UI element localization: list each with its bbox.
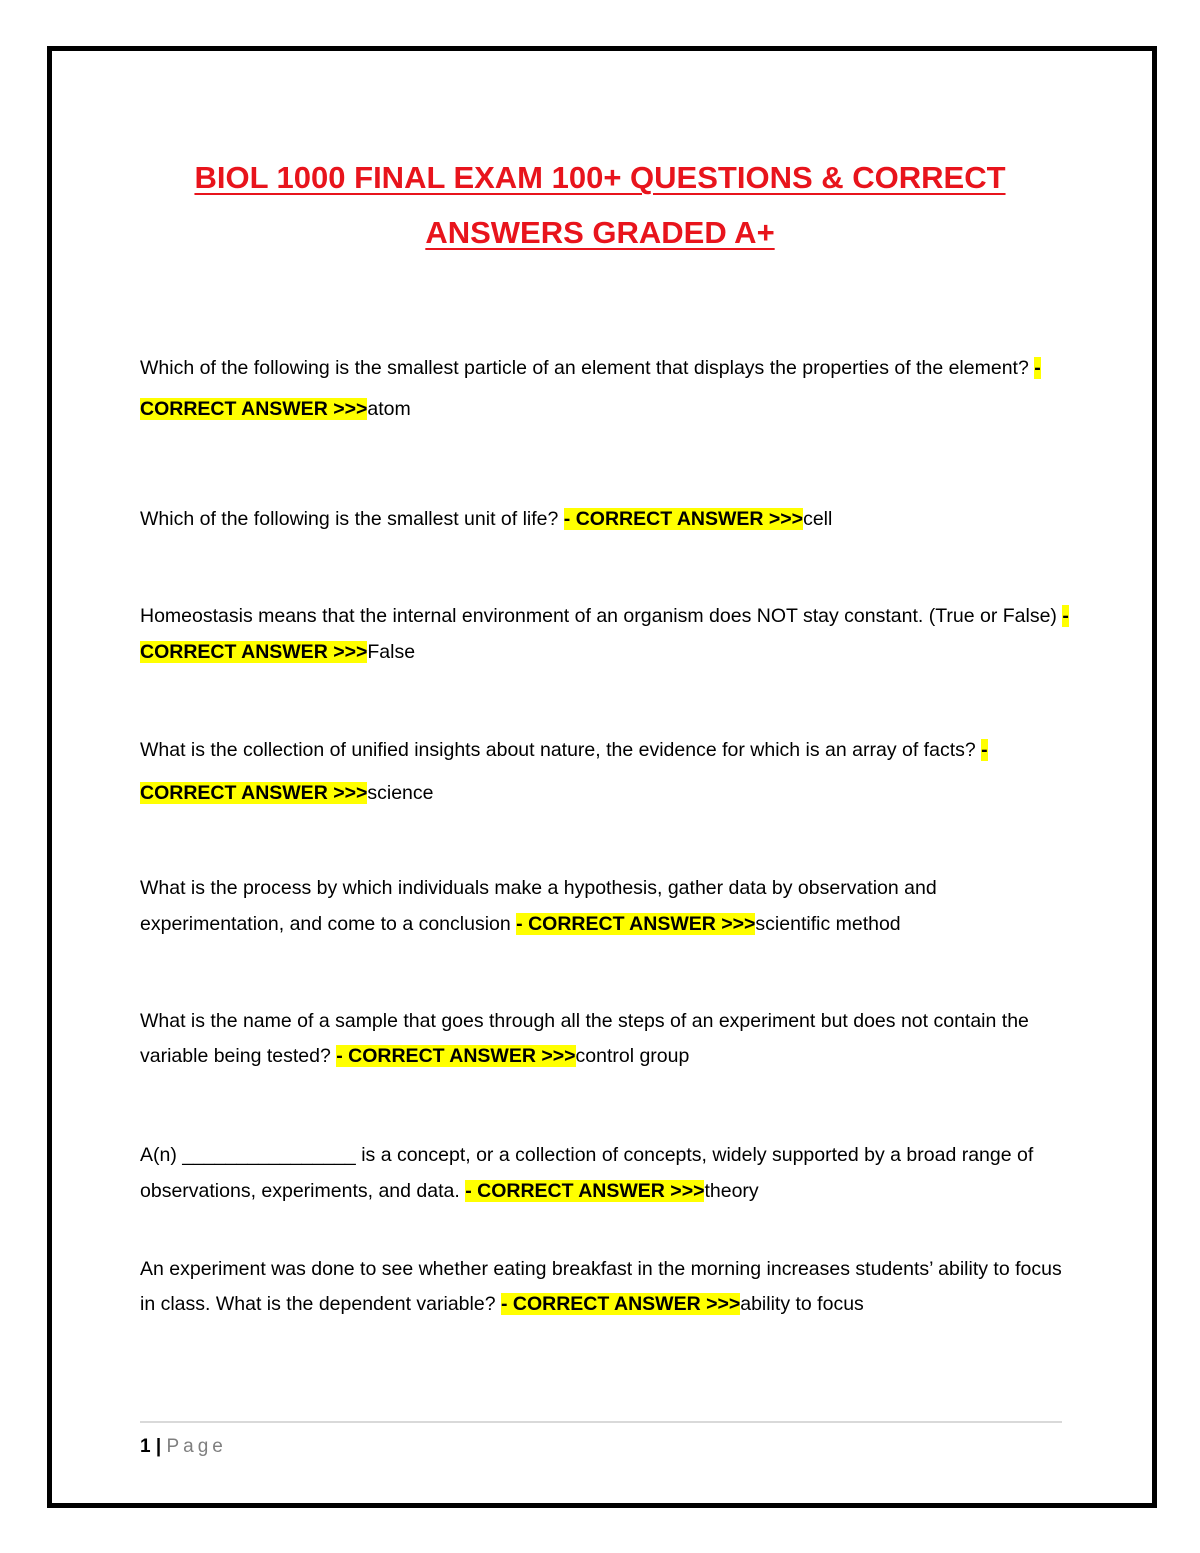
qa-item-3 bbox=[140, 598, 1070, 670]
qa-item-6 bbox=[140, 1004, 1070, 1074]
qa-item-4 bbox=[140, 729, 1070, 815]
answer-text: science bbox=[367, 782, 434, 804]
answer-text: scientific method bbox=[755, 913, 901, 935]
qa-item-7 bbox=[140, 1137, 1070, 1209]
question-text: What is the process by which individuals make a hypothesis, gather data by observation and experimentation, and come to a conclusion bbox=[140, 877, 937, 935]
question-text: What is the collection of unified insights about nature, the evidence for which is an array of facts? bbox=[140, 739, 976, 761]
answer-text: theory bbox=[704, 1180, 759, 1202]
qa-item-8 bbox=[140, 1252, 1070, 1322]
question-text: Which of the following is the smallest particle of an element that displays the properties of the element? bbox=[140, 357, 1029, 379]
qa-item-2 bbox=[140, 502, 1070, 536]
qa-item-5 bbox=[140, 870, 1070, 942]
page-number: 1 bbox=[140, 1436, 151, 1457]
correct-answer-marker: - CORRECT ANSWER >>> bbox=[140, 357, 1041, 420]
correct-answer-marker: - CORRECT ANSWER >>> bbox=[500, 1293, 741, 1315]
correct-answer-marker: - CORRECT ANSWER >>> bbox=[563, 508, 804, 530]
answer-text: atom bbox=[367, 398, 411, 420]
answer-text: cell bbox=[803, 508, 833, 530]
correct-answer-marker: - CORRECT ANSWER >>> bbox=[140, 605, 1069, 663]
footer-separator: | bbox=[155, 1436, 162, 1457]
answer-text: control group bbox=[575, 1045, 690, 1067]
qa-item-1 bbox=[140, 348, 1070, 430]
question-text: A(n) ________________ is a concept, or a collection of concepts, widely supported by a broad range of observations, experiments, and data. bbox=[140, 1144, 1034, 1202]
question-text: An experiment was done to see whether eating breakfast in the morning increases students’ ability to focus in class. What is the dependent variable? bbox=[140, 1258, 1062, 1315]
question-text: Homeostasis means that the internal environment of an organism does NOT stay constant. (True or False) bbox=[140, 605, 1057, 627]
answer-text: False bbox=[367, 641, 416, 663]
title-line-2: ANSWERS GRADED A+ bbox=[425, 215, 775, 250]
title-line-1: BIOL 1000 FINAL EXAM 100+ QUESTIONS & CORRECT bbox=[194, 160, 1006, 195]
page-footer bbox=[140, 1433, 227, 1461]
correct-answer-marker: - CORRECT ANSWER >>> bbox=[140, 739, 988, 804]
footer-divider bbox=[140, 1421, 1062, 1423]
correct-answer-marker: - CORRECT ANSWER >>> bbox=[516, 913, 756, 935]
correct-answer-marker: - CORRECT ANSWER >>> bbox=[336, 1045, 576, 1067]
page-label: Page bbox=[166, 1436, 227, 1457]
correct-answer-marker: - CORRECT ANSWER >>> bbox=[465, 1180, 705, 1202]
question-text: Which of the following is the smallest unit of life? bbox=[140, 508, 559, 530]
answer-text: ability to focus bbox=[740, 1293, 864, 1315]
question-text: What is the name of a sample that goes through all the steps of an experiment but does not contain the variable being tested? bbox=[140, 1010, 1029, 1067]
document-title bbox=[60, 150, 1140, 260]
